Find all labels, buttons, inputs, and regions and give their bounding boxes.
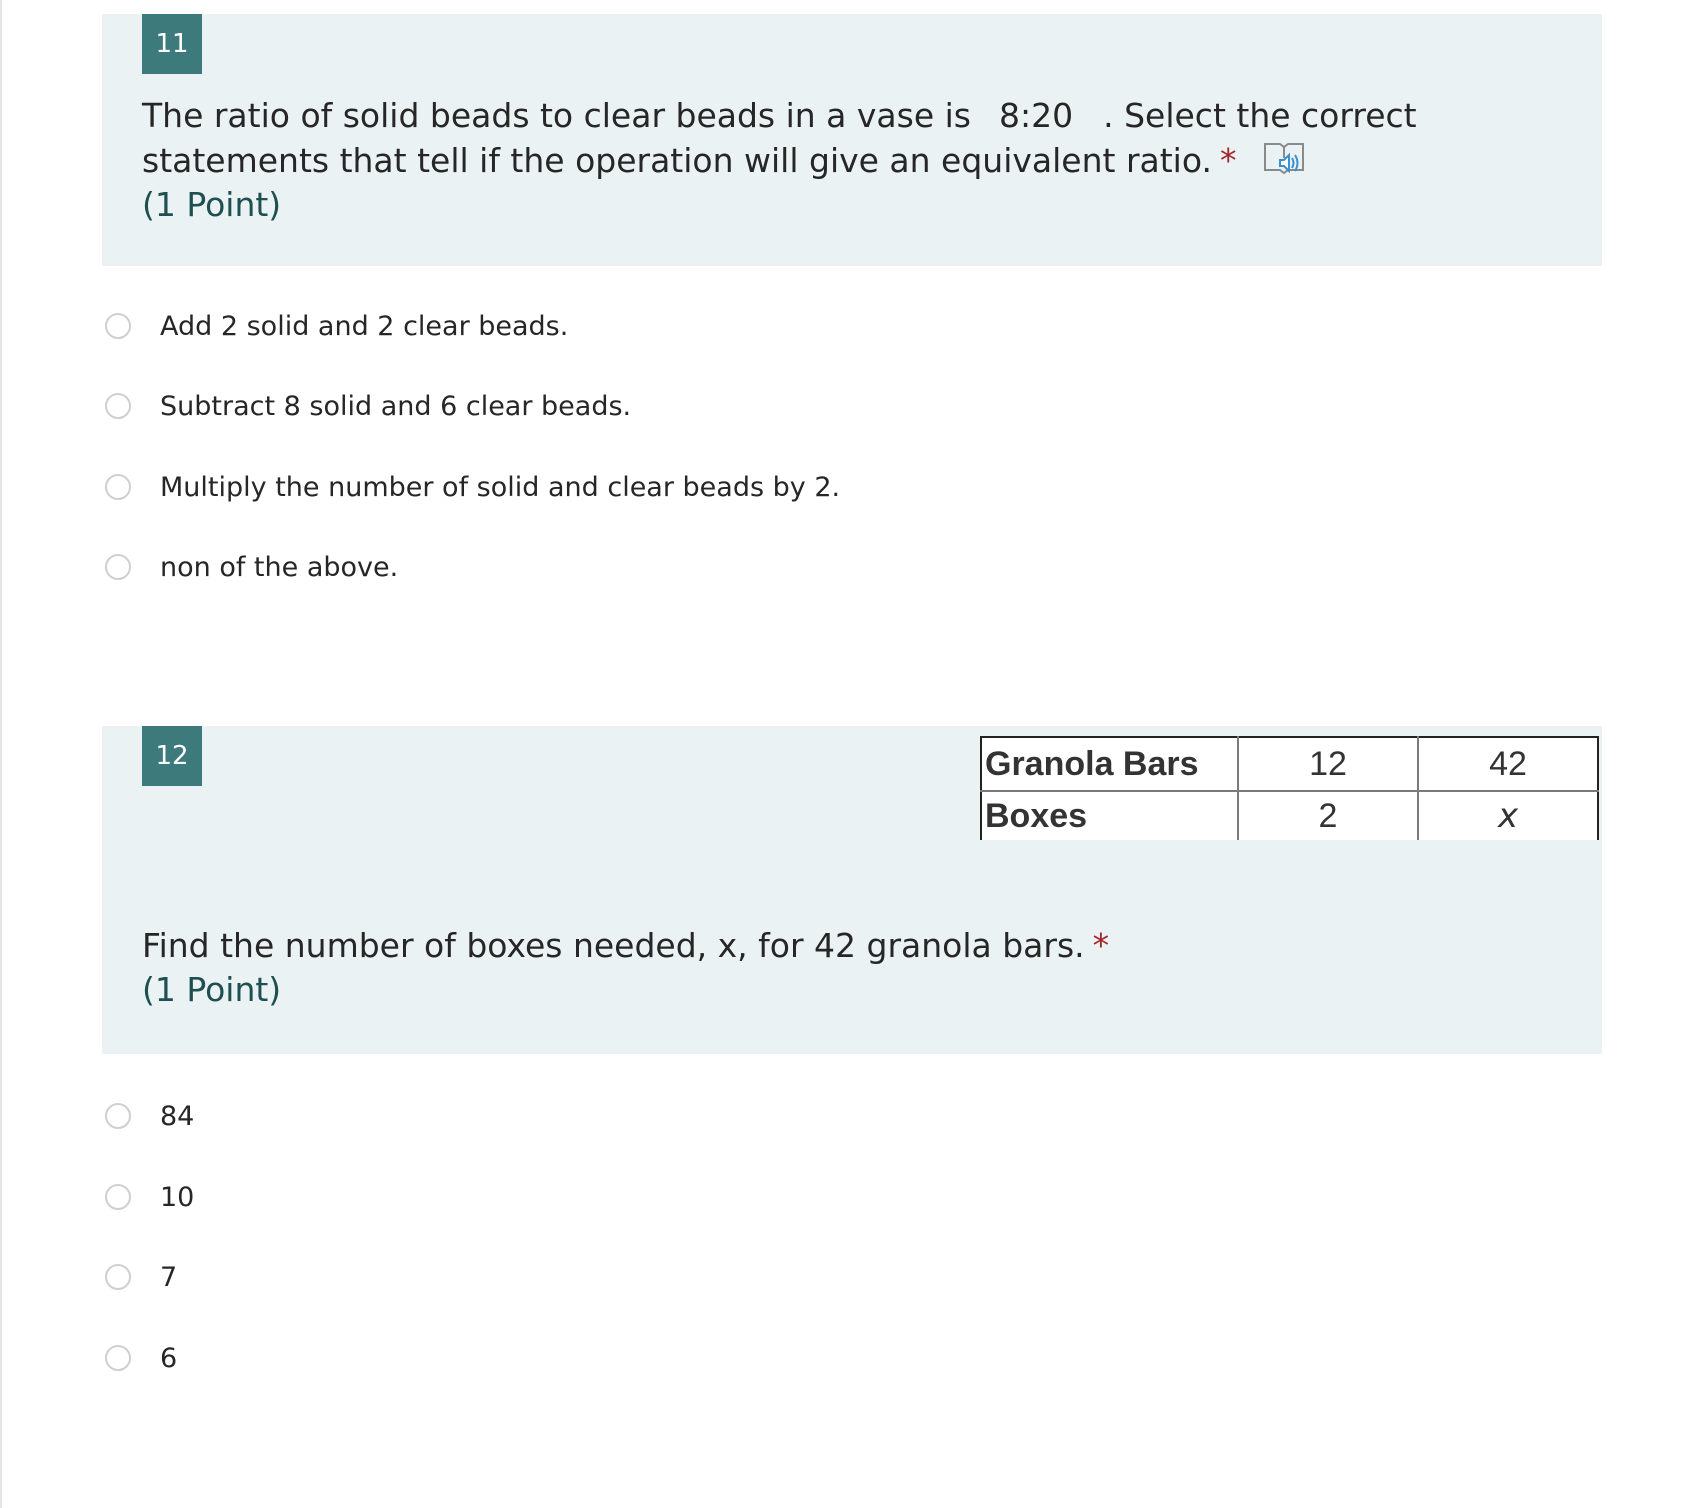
answer-option[interactable]: [105, 1098, 194, 1134]
radio-button[interactable]: [105, 393, 131, 419]
radio-button[interactable]: [105, 1345, 131, 1371]
table-cell: 12: [1238, 737, 1418, 791]
option-label: Subtract 8 solid and 6 clear beads.: [160, 390, 632, 422]
question-text: Find the number of boxes needed, x, for 42 granola bars.: [142, 926, 1085, 965]
required-asterisk: *: [1092, 926, 1110, 965]
answer-option[interactable]: [105, 308, 568, 344]
table-row: [981, 737, 1598, 791]
question-number-badge: 11: [142, 14, 202, 74]
table-row-label: Boxes: [981, 791, 1238, 840]
option-label: 84: [160, 1100, 195, 1132]
table-row-label: Granola Bars: [981, 737, 1238, 791]
option-label: 7: [160, 1261, 178, 1293]
immersive-reader-icon[interactable]: [1262, 138, 1306, 176]
radio-button[interactable]: [105, 554, 131, 580]
question-text-part2: . Select the correct statements that tell if the operation will give an equivalent ratio.: [142, 96, 1417, 180]
answer-option[interactable]: [105, 469, 840, 505]
answer-option[interactable]: [105, 1259, 177, 1295]
table-cell: 42: [1418, 737, 1598, 791]
answer-option[interactable]: [105, 1340, 177, 1376]
granola-bars-table: [980, 736, 1599, 840]
question-text-part1: The ratio of solid beads to clear beads in a vase is: [142, 96, 971, 135]
option-label: 10: [160, 1181, 195, 1213]
table-cell: 2: [1238, 791, 1418, 840]
question-points: (1 Point): [142, 185, 282, 224]
radio-button[interactable]: [105, 313, 131, 339]
question-12-header: [102, 726, 1602, 1054]
option-label: non of the above.: [160, 551, 399, 583]
ratio-value: 8:20: [999, 96, 1074, 135]
question-points: (1 Point): [142, 970, 282, 1009]
table-row: [981, 791, 1598, 840]
table-cell-variable: x: [1418, 791, 1598, 840]
question-title: [142, 924, 1342, 1012]
question-number-badge: 12: [142, 726, 202, 786]
option-label: 6: [160, 1342, 178, 1374]
page-left-border: [0, 0, 2, 1508]
radio-button[interactable]: [105, 1184, 131, 1210]
answer-option[interactable]: [105, 1179, 194, 1215]
option-label: Multiply the number of solid and clear beads by 2.: [160, 471, 841, 503]
question-11-header: [102, 14, 1602, 266]
answer-option[interactable]: [105, 549, 398, 585]
question-title: [142, 94, 1592, 227]
required-asterisk: *: [1219, 141, 1237, 180]
radio-button[interactable]: [105, 474, 131, 500]
answer-option[interactable]: [105, 388, 631, 424]
radio-button[interactable]: [105, 1264, 131, 1290]
option-label: Add 2 solid and 2 clear beads.: [160, 310, 569, 342]
radio-button[interactable]: [105, 1103, 131, 1129]
